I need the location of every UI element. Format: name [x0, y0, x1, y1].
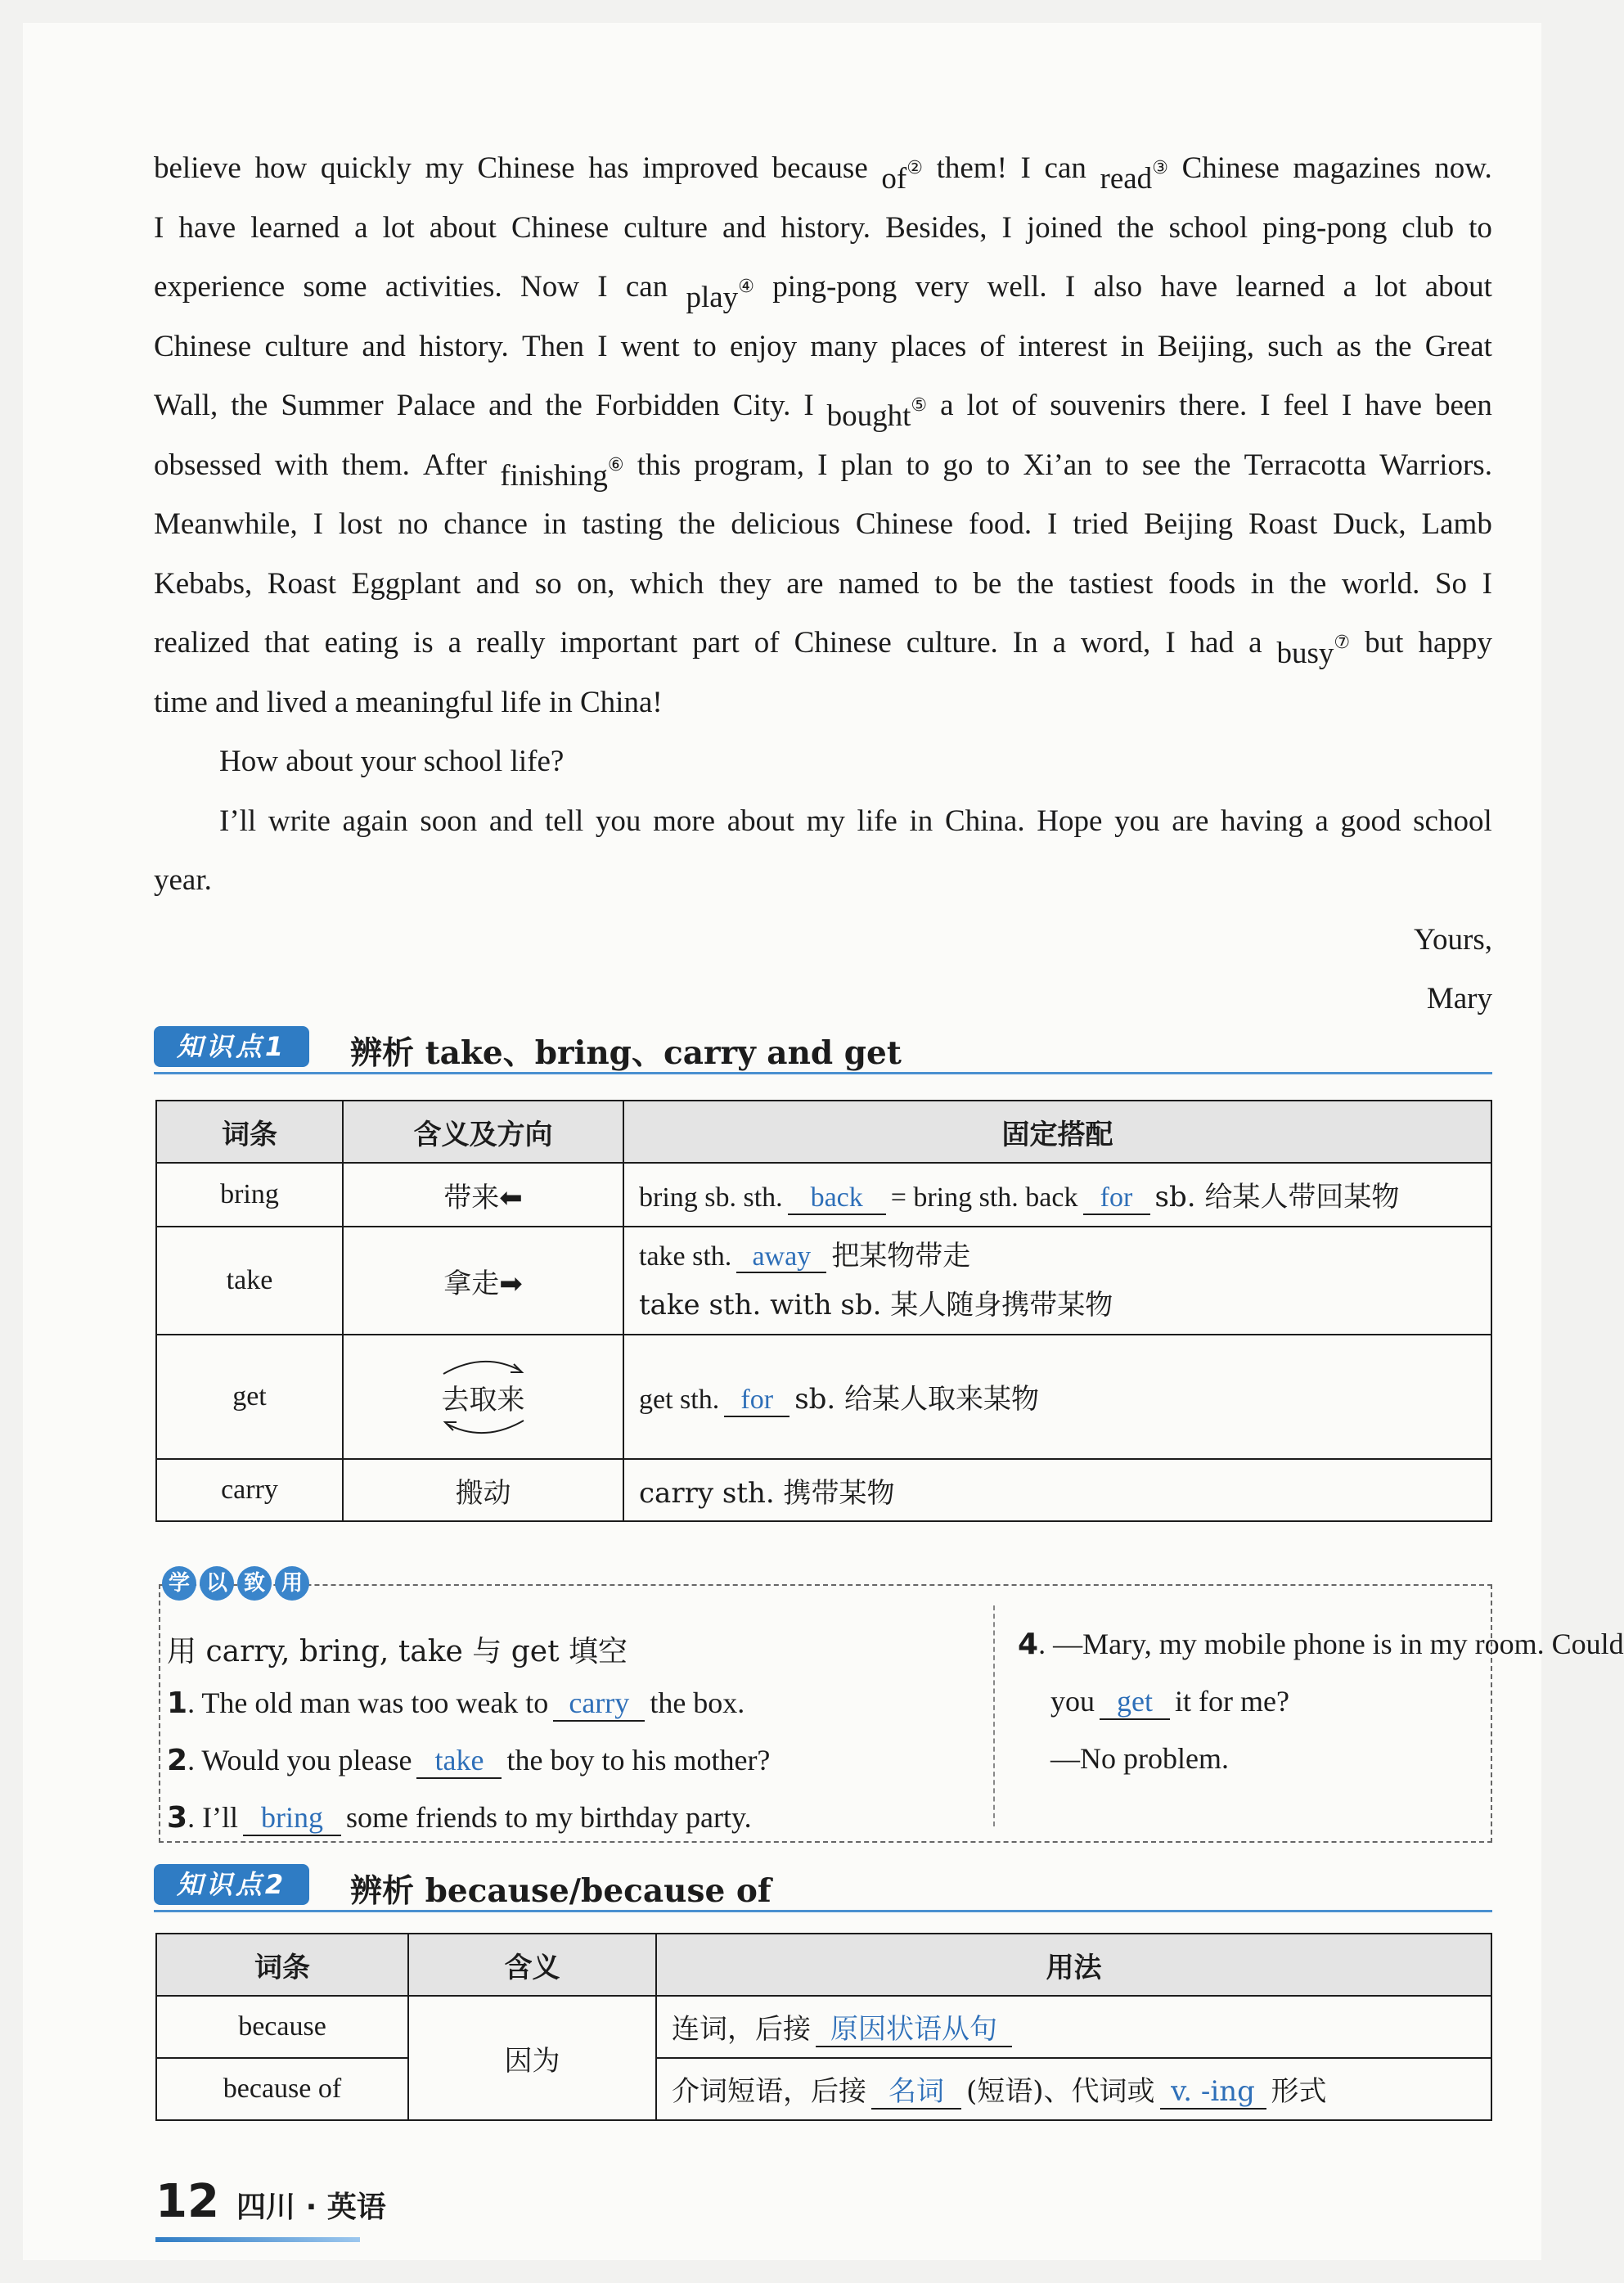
- footer-underline: [155, 2237, 360, 2242]
- letter-line: realized that eating is a really important part of Chinese culture. In a word, I had a busy⑦ but happy: [154, 626, 1492, 670]
- meaning-take: 拿走➡: [343, 1227, 623, 1335]
- section-1-header: [154, 1026, 1492, 1074]
- section-1-title: 辨析 take、bring、carry and get: [350, 1034, 902, 1072]
- word-bring: bring: [156, 1163, 343, 1227]
- letter-line: I have learned a lot about Chinese culture and history. Besides, I joined the school ping-pong club to: [154, 210, 1492, 245]
- practice-tag: 学 以 致 用: [162, 1566, 309, 1604]
- question-4-reply: —No problem.: [1050, 1742, 1229, 1775]
- letter-closing: Yours,: [1414, 922, 1492, 957]
- header-meaning: 含义: [408, 1934, 656, 1996]
- section-2-title: 辨析 because/because of: [350, 1872, 772, 1910]
- table-header-row: [156, 1934, 1491, 1996]
- table-header-row: [156, 1101, 1491, 1163]
- practice-left-column: [167, 1628, 977, 1857]
- page-footer: [155, 2175, 386, 2228]
- section-1-badge: 知识点1: [154, 1026, 309, 1067]
- meaning-get: 去取来: [343, 1335, 623, 1459]
- answer-blank: get: [1100, 1686, 1170, 1720]
- word-get: get: [156, 1335, 343, 1459]
- arrow-right-icon: ➡: [499, 1267, 523, 1300]
- word-take: take: [156, 1227, 343, 1335]
- usage-because-of: 介词短语，后接 名词 (短语)、代词或 v. -ing 形式: [656, 2058, 1491, 2120]
- page-number: 12: [155, 2175, 219, 2228]
- answer-blank: back: [788, 1182, 886, 1214]
- letter-line: I’ll write again soon and tell you more about my life in China. Hope you are having a good school: [219, 804, 1492, 838]
- word-because: because: [156, 1996, 408, 2058]
- header-meaning: 含义及方向: [343, 1101, 623, 1163]
- question-2: 2. Would you please take the boy to his mother?: [167, 1744, 771, 1777]
- question-4: 4. —Mary, my mobile phone is in my room. Could: [1018, 1628, 1624, 1661]
- table-row-bring: [156, 1163, 1491, 1227]
- letter-line: time and lived a meaningful life in China!: [154, 685, 663, 719]
- cycle-arrow-bottom-icon: [439, 1417, 529, 1439]
- collocation-take: take sth. away 把某物带走 take sth. with sb. 某人随身携带某物: [623, 1227, 1491, 1335]
- letter-signature: Mary: [1426, 982, 1492, 1015]
- meaning-carry: 搬动: [343, 1459, 623, 1521]
- answer-blank: 名词: [871, 2077, 961, 2109]
- letter-line: experience some activities. Now I can play④ ping-pong very well. I also have learned a lot about: [154, 270, 1492, 314]
- word-carry: carry: [156, 1459, 343, 1521]
- book-label: 四川 · 英语: [236, 2191, 386, 2224]
- practice-right-column: [1018, 1627, 1624, 1799]
- answer-blank: v. -ing: [1160, 2077, 1266, 2109]
- question-1: 1. The old man was too weak to carry the box.: [167, 1686, 745, 1720]
- cycle-arrow-top-icon: [439, 1356, 529, 1377]
- header-collocation: 固定搭配: [623, 1101, 1491, 1163]
- meaning-because: 因为: [408, 1996, 656, 2120]
- header-word: 词条: [156, 1101, 343, 1163]
- letter-line: How about your school life?: [219, 745, 565, 778]
- letter-line: year.: [154, 863, 212, 897]
- collocation-bring: bring sb. sth. back = bring sth. back for sb. 给某人带回某物: [623, 1163, 1491, 1227]
- letter-line: Wall, the Summer Palace and the Forbidden City. I bought⑤ a lot of souvenirs there. I feel I have been: [154, 389, 1492, 433]
- word-because-of: because of: [156, 2058, 408, 2120]
- answer-blank: away: [736, 1241, 826, 1273]
- section-2-header: [154, 1864, 1492, 1912]
- table-row-get: [156, 1335, 1491, 1459]
- letter-body: [154, 139, 1492, 1029]
- answer-blank: 原因状语从句: [816, 2015, 1012, 2047]
- answer-blank: carry: [553, 1687, 645, 1722]
- letter-line: believe how quickly my Chinese has improved because of② them! I can read③ Chinese magazines now.: [154, 151, 1492, 196]
- header-word: 词条: [156, 1934, 408, 1996]
- section-2-table: [155, 1933, 1492, 2121]
- answer-blank: take: [416, 1745, 502, 1779]
- section-2-badge: 知识点2: [154, 1864, 309, 1905]
- letter-line: Chinese culture and history. Then I went to enjoy many places of interest in Beijing, such as the Great: [154, 329, 1492, 363]
- answer-blank: for: [724, 1385, 790, 1416]
- table-row-carry: [156, 1459, 1491, 1521]
- header-usage: 用法: [656, 1934, 1491, 1996]
- question-4-line-2: you get it for me?: [1018, 1684, 1484, 1741]
- table-row-take: [156, 1227, 1491, 1335]
- question-3: 3. I’ll bring some friends to my birthday party.: [167, 1801, 752, 1835]
- answer-blank: for: [1083, 1182, 1150, 1214]
- practice-instruction: 用 carry, bring, take 与 get 填空: [167, 1635, 628, 1668]
- column-divider: [993, 1605, 995, 1826]
- practice-box: [159, 1571, 1624, 1843]
- collocation-get: get sth. for sb. 给某人取来某物: [623, 1335, 1491, 1459]
- answer-blank: bring: [243, 1802, 341, 1836]
- arrow-left-icon: ⬅: [499, 1181, 523, 1214]
- table-row-because: [156, 1996, 1491, 2058]
- usage-because: 连词，后接 原因状语从句: [656, 1996, 1491, 2058]
- table-row-because-of: [156, 2058, 1491, 2120]
- collocation-carry: carry sth. 携带某物: [623, 1459, 1491, 1521]
- letter-line: Meanwhile, I lost no chance in tasting the delicious Chinese food. I tried Beijing Roast Duck, Lamb: [154, 507, 1492, 541]
- section-1-table: [155, 1100, 1492, 1522]
- meaning-bring: 带来⬅: [343, 1163, 623, 1227]
- letter-line: obsessed with them. After finishing⑥ this program, I plan to go to Xi’an to see the Terracotta Warriors.: [154, 448, 1492, 493]
- letter-line: Kebabs, Roast Eggplant and so on, which they are named to be the tastiest foods in the world. So I: [154, 566, 1492, 601]
